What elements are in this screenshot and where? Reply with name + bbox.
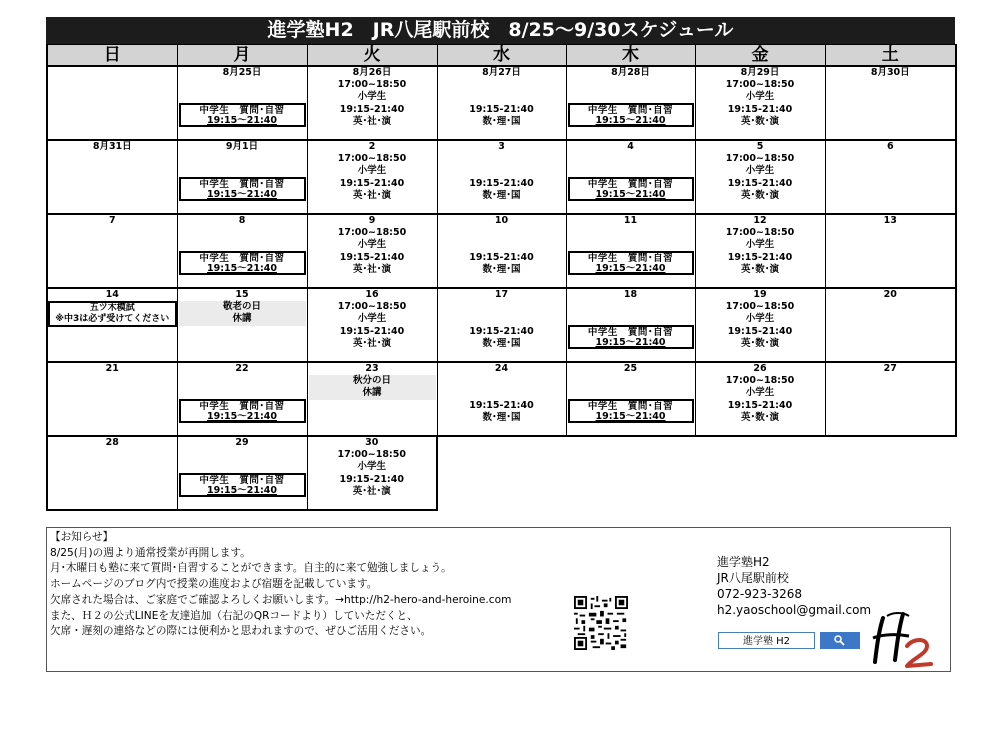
date-label: 25: [623, 363, 638, 374]
date-label: 22: [235, 363, 249, 374]
date-label: 28: [105, 437, 119, 448]
holiday-block: 秋分の日 休講: [309, 375, 436, 399]
calendar-table: [46, 44, 957, 511]
day-cell: [177, 288, 307, 362]
mogi-exam-box: 五ツ木模試 ※中3は必ず受けてください: [48, 301, 177, 327]
date-label: 10: [494, 215, 509, 226]
date-label: 23: [365, 363, 379, 374]
notice-text: [50, 530, 511, 640]
weekday-wed: 水: [437, 45, 566, 67]
day-cell: [47, 66, 177, 140]
weekday-mon: 月: [177, 45, 307, 67]
day-cell: [825, 66, 956, 140]
day-cell: [177, 214, 307, 288]
day-cell: 26 17:00~18:50 小学生 19:15-21:40 英･数･演: [695, 362, 825, 436]
week-row: [47, 66, 956, 140]
date-label: 8月30日: [870, 67, 910, 78]
jr-study-box: 中学生 質問･自習 19:15～21:40: [568, 177, 694, 201]
empty-cell: [437, 436, 566, 510]
date-label: 8月31日: [92, 141, 132, 152]
day-cell: [47, 214, 177, 288]
date-label: 20: [883, 289, 897, 300]
search-input[interactable]: 進学塾 H2: [718, 632, 815, 649]
date-label: 16: [365, 289, 379, 300]
weekday-tue: 火: [307, 45, 437, 67]
day-cell: 8月29日 17:00~18:50 小学生 19:15-21:40 英･数･演: [695, 66, 825, 140]
branch-name: JR八尾駅前校: [717, 571, 789, 585]
day-cell: 30 17:00~18:50 小学生 19:15-21:40 英･社･演: [307, 436, 437, 510]
notice-line: ホームページのブログ内で授業の進度および宿題を記載しています。: [50, 578, 378, 591]
day-cell: 17 19:15-21:40 数･理･国: [437, 288, 566, 362]
day-cell: 8月26日 17:00~18:50 小学生 19:15-21:40 英･社･演: [307, 66, 437, 140]
date-label: 2: [368, 141, 376, 152]
day-cell: 12 17:00~18:50 小学生 19:15-21:40 英･数･演: [695, 214, 825, 288]
date-label: 5: [756, 141, 764, 152]
day-cell: [566, 66, 695, 140]
day-cell: [47, 288, 177, 362]
day-cell: 8月27日 19:15-21:40 数･理･国: [437, 66, 566, 140]
day-cell: [47, 362, 177, 436]
qr-code[interactable]: [574, 596, 628, 650]
date-label: 4: [627, 141, 634, 152]
day-cell: 2 17:00~18:50 小学生 19:15-21:40 英･社･演: [307, 140, 437, 214]
notice-heading: 【お知らせ】: [50, 531, 114, 543]
date-label: 18: [623, 289, 638, 300]
day-cell: [566, 362, 695, 436]
schedule-title: 進学塾H2 JR八尾駅前校 8/25～9/30スケジュール: [46, 17, 955, 44]
day-cell: [47, 436, 177, 510]
date-label: 7: [108, 215, 116, 226]
date-label: 6: [886, 141, 894, 152]
week-row: [47, 214, 956, 288]
notice-box: [46, 527, 951, 672]
magnifier-icon: [833, 634, 847, 648]
date-label: 8月25日: [222, 67, 262, 78]
date-label: 15: [235, 289, 249, 300]
day-cell: [177, 140, 307, 214]
jr-study-box: 中学生 質問･自習 19:15～21:40: [568, 103, 694, 127]
empty-cell: [566, 436, 695, 510]
date-label: 17: [494, 289, 509, 300]
date-label: 8: [238, 215, 246, 226]
jr-study-box: 中学生 質問･自習 19:15～21:40: [179, 103, 306, 127]
date-label: 14: [105, 289, 119, 300]
weekday-sat: 土: [825, 45, 956, 67]
day-cell: [825, 214, 956, 288]
date-label: 8月28日: [611, 67, 650, 78]
notice-line: 月･木曜日も塾に来て質問･自習することができます。自主的に来て勉強しましょう。: [50, 562, 452, 575]
day-cell: 9 17:00~18:50 小学生 19:15-21:40 英･社･演: [307, 214, 437, 288]
date-label: 8月27日: [482, 67, 521, 78]
phone-number: 072-923-3268: [717, 587, 803, 601]
day-cell: [566, 214, 695, 288]
day-cell: 3 19:15-21:40 数･理･国: [437, 140, 566, 214]
jr-study-box: 中学生 質問･自習 19:15～21:40: [179, 251, 306, 275]
date-label: 29: [235, 437, 249, 448]
email-address: h2.yaoschool@gmail.com: [717, 603, 872, 617]
date-label: 13: [883, 215, 897, 226]
date-label: 27: [883, 363, 897, 374]
jr-study-box: 中学生 質問･自習 19:15～21:40: [568, 325, 694, 349]
day-cell: [177, 66, 307, 140]
date-label: 12: [753, 215, 767, 226]
empty-cell: [695, 436, 825, 510]
day-cell: 10 19:15-21:40 数･理･国: [437, 214, 566, 288]
notice-line: 欠席・遅刻の連絡などの際には便利かと思われますので、ぜひご活用ください。: [50, 625, 432, 638]
search-button[interactable]: [820, 632, 860, 649]
date-label: 19: [753, 289, 767, 300]
date-label: 26: [753, 363, 767, 374]
date-label: 8月26日: [352, 67, 392, 78]
jr-study-box: 中学生 質問･自習 19:15～21:40: [568, 251, 694, 275]
week-row: [47, 140, 956, 214]
weekday-sun: 日: [47, 45, 177, 67]
date-label: 9: [368, 215, 376, 226]
week-row: [47, 362, 956, 436]
notice-line: 8/25(月)の週より通常授業が再開します。: [50, 546, 251, 559]
weekday-header: [47, 45, 956, 67]
holiday-block: 敬老の日 休講: [179, 301, 306, 325]
school-name: 進学塾H2: [717, 555, 770, 569]
week-row: [47, 288, 956, 362]
day-cell: [566, 288, 695, 362]
day-cell: [566, 140, 695, 214]
date-label: 3: [498, 141, 505, 152]
date-label: 24: [494, 363, 509, 374]
day-cell: [307, 362, 437, 436]
notice-line: また、Ｈ２の公式LINEを友達追加（右記のQRコードより）していただくと、: [50, 609, 418, 622]
day-cell: [825, 288, 956, 362]
day-cell: [825, 140, 956, 214]
contact-info: [717, 554, 871, 618]
day-cell: 19 17:00~18:50 小学生 19:15-21:40 英･数･演: [695, 288, 825, 362]
day-cell: [177, 362, 307, 436]
day-cell: 16 17:00~18:50 小学生 19:15-21:40 英･社･演: [307, 288, 437, 362]
date-label: 8月29日: [740, 67, 780, 78]
day-cell: [177, 436, 307, 510]
weekday-fri: 金: [695, 45, 825, 67]
jr-study-box: 中学生 質問･自習 19:15～21:40: [179, 177, 306, 201]
jr-study-box: 中学生 質問･自習 19:15～21:40: [179, 399, 306, 423]
day-cell: [47, 140, 177, 214]
weekday-thu: 木: [566, 45, 695, 67]
day-cell: 24 19:15-21:40 数･理･国: [437, 362, 566, 436]
empty-cell: [825, 436, 956, 510]
date-label: 9月1日: [225, 141, 259, 152]
date-label: 21: [105, 363, 119, 374]
jr-study-box: 中学生 質問･自習 19:15～21:40: [179, 473, 306, 497]
day-cell: 5 17:00~18:50 小学生 19:15-21:40 英･数･演: [695, 140, 825, 214]
h2-logo: [869, 610, 939, 670]
notice-line: 欠席された場合は、ご家庭でご確認よろしくお願いします。→http://h2-hero-and-heroine.com: [50, 593, 512, 606]
date-label: 30: [365, 437, 379, 448]
date-label: 11: [623, 215, 638, 226]
day-cell: [825, 362, 956, 436]
week-row: [47, 436, 956, 510]
jr-study-box: 中学生 質問･自習 19:15～21:40: [568, 399, 694, 423]
